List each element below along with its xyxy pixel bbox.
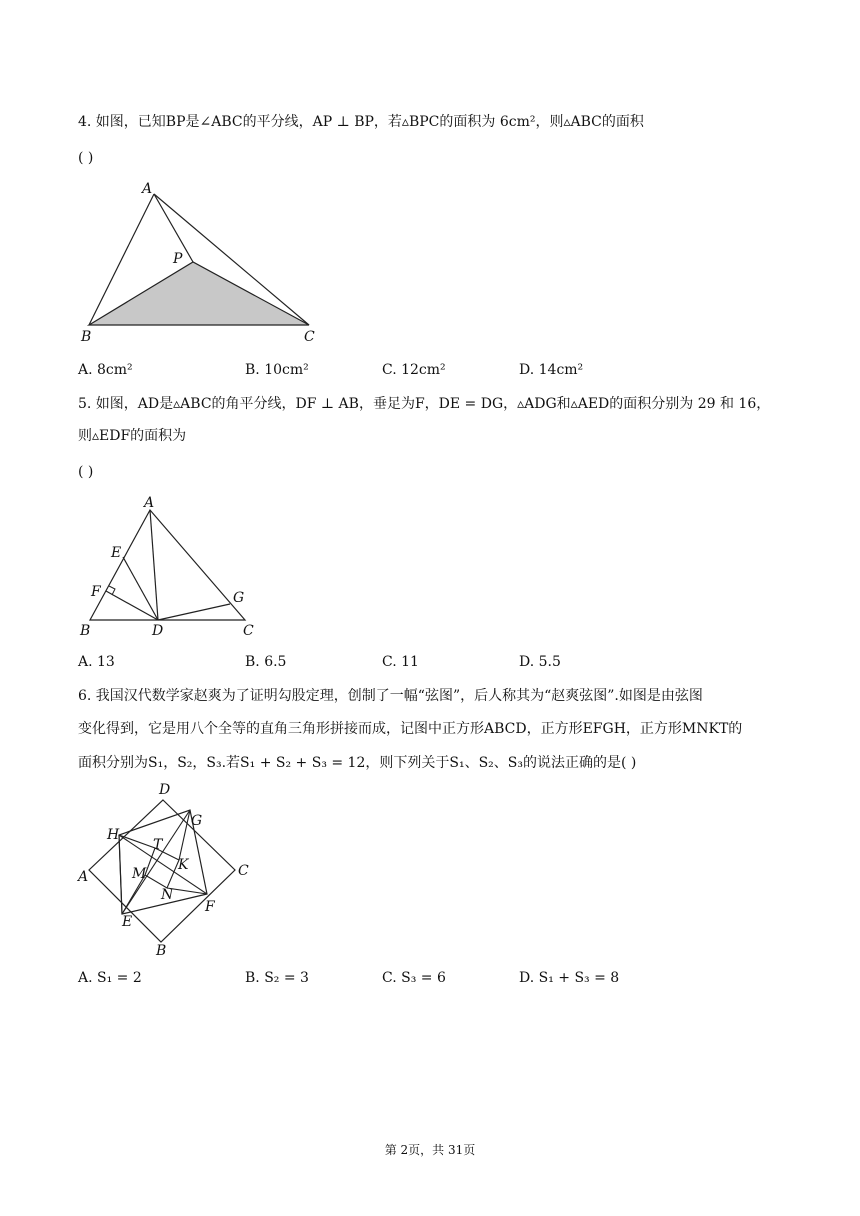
q5-triangle-abc — [90, 510, 245, 620]
q6-label-a: A — [78, 869, 89, 885]
q6-segment-ht — [119, 835, 155, 848]
q6-label-g: G — [191, 813, 203, 829]
q6-label-k: K — [178, 857, 189, 873]
q5-label-a: A — [144, 495, 155, 511]
q6-option-a[interactable]: A. S₁ = 2 — [78, 970, 142, 986]
q6-label-d: D — [159, 782, 171, 798]
q5-segment-dg — [158, 604, 230, 620]
q4-option-a[interactable]: A. 8cm² — [78, 362, 133, 378]
q5-segment-ad — [150, 510, 158, 620]
q6-option-d[interactable]: D. S₁ + S₃ = 8 — [519, 970, 620, 986]
q6-figure — [75, 780, 275, 960]
q5-label-e: E — [111, 545, 122, 561]
q4-label-a: A — [142, 181, 153, 197]
q6-label-e: E — [122, 914, 133, 930]
q6-stem-line2: 变化得到，它是用八个全等的直角三角形拼接而成，记图中正方形ABCD，正方形EFGH，正方形MNKT的 — [78, 721, 743, 737]
q5-option-c[interactable]: C. 11 — [382, 654, 419, 670]
q6-label-h: H — [107, 827, 120, 843]
q6-stem-line1: 6. 我国汉代数学家赵爽为了证明勾股定理，创制了一幅“弦图”，后人称其为“赵爽弦图”.如图是由弦图 — [78, 688, 703, 704]
q5-label-c: C — [243, 623, 254, 639]
q6-label-t: T — [153, 837, 163, 853]
q6-option-c[interactable]: C. S₃ = 6 — [382, 970, 446, 986]
q5-figure — [75, 492, 275, 642]
q6-option-b[interactable]: B. S₂ = 3 — [245, 970, 309, 986]
q4-label-c: C — [304, 329, 315, 345]
q4-label-b: B — [81, 329, 92, 345]
q4-answer-paren: ( ) — [78, 150, 94, 166]
q6-label-m: M — [132, 866, 147, 882]
page-footer: 第 2页，共 31页 — [384, 1143, 476, 1157]
q6-label-c: C — [238, 863, 249, 879]
q6-label-n: N — [161, 887, 174, 903]
q5-option-a[interactable]: A. 13 — [78, 654, 115, 670]
q4-figure — [75, 178, 325, 348]
q6-square-abcd — [89, 800, 235, 942]
q5-option-d[interactable]: D. 5.5 — [519, 654, 561, 670]
q5-label-f: F — [91, 584, 101, 600]
q4-shaded-triangle-bpc — [89, 262, 309, 325]
q5-stem-line2: 则▵EDF的面积为 — [78, 428, 187, 444]
q4-stem: 4. 如图，已知BP是∠ABC的平分线，AP ⊥ BP，若▵BPC的面积为 6cm²，则▵ABC的面积 — [78, 114, 644, 130]
q4-option-c[interactable]: C. 12cm² — [382, 362, 446, 378]
q5-label-g: G — [233, 590, 245, 606]
q5-option-b[interactable]: B. 6.5 — [245, 654, 287, 670]
q5-stem-line1: 5. 如图，AD是▵ABC的角平分线，DF ⊥ AB，垂足为F，DE = DG，▵ADG和▵AED的面积分别为 29 和 16， — [78, 396, 771, 412]
q6-label-f: F — [205, 899, 215, 915]
q4-option-d[interactable]: D. 14cm² — [519, 362, 584, 378]
q6-stem-line3: 面积分别为S₁，S₂，S₃.若S₁ + S₂ + S₃ = 12，则下列关于S₁、S₂、S₃的说法正确的是( ) — [78, 755, 637, 771]
q6-square-mnkt — [145, 848, 179, 888]
q6-label-b: B — [156, 943, 167, 959]
q5-label-b: B — [80, 623, 91, 639]
q4-label-p: P — [173, 251, 183, 267]
q5-label-d: D — [152, 623, 164, 639]
q5-answer-paren: ( ) — [78, 464, 94, 480]
q4-option-b[interactable]: B. 10cm² — [245, 362, 309, 378]
